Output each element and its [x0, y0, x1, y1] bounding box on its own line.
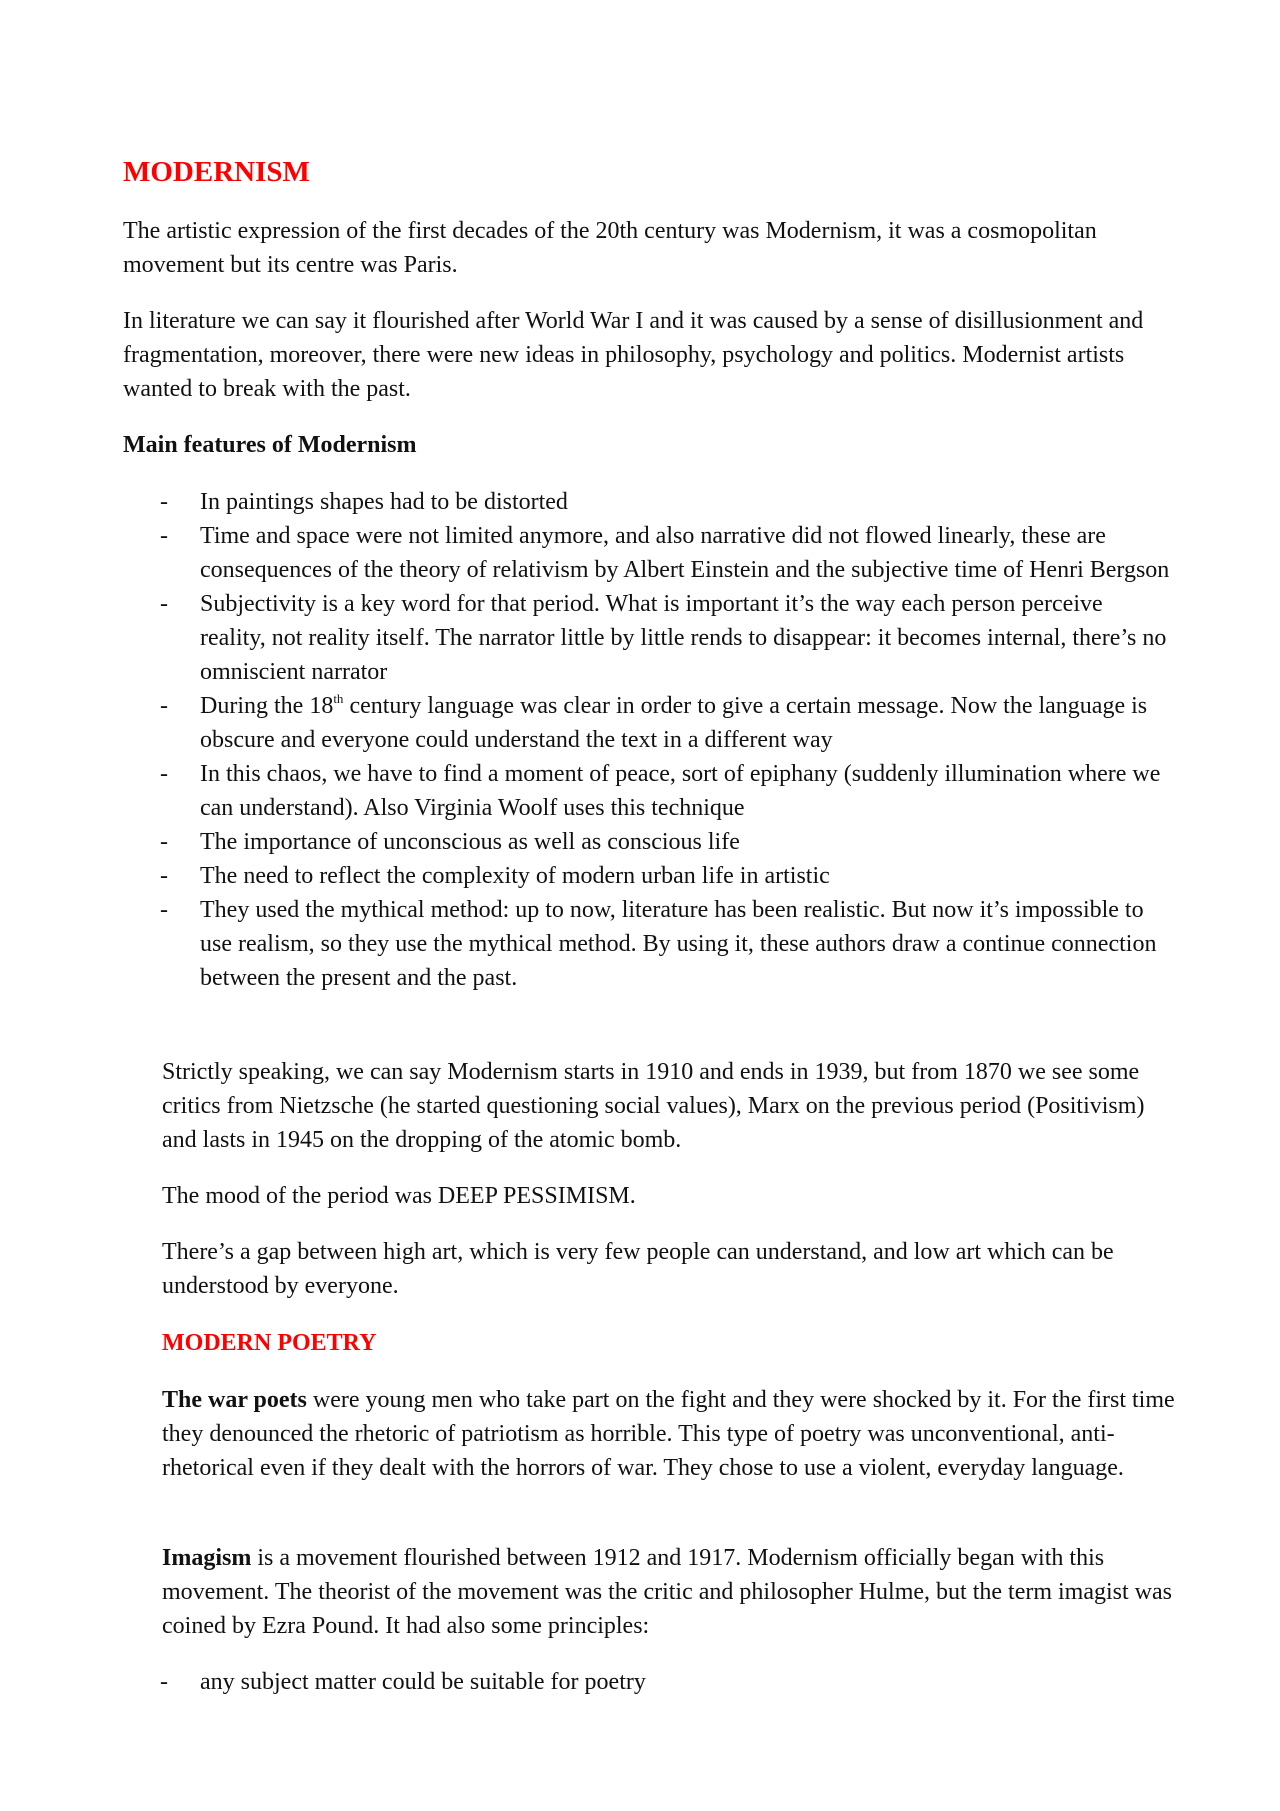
bullet-dash: -: [160, 591, 168, 617]
list-item: [160, 893, 1172, 995]
art-gap-paragraph: There’s a gap between high art, which is very few people can understand, and low art which can be understood by everyone.: [162, 1239, 1114, 1299]
war-poets-term: The war poets: [162, 1387, 307, 1413]
list-item: [160, 859, 1172, 893]
list-item-text: In paintings shapes had to be distorted: [200, 489, 568, 515]
page-title: MODERNISM: [123, 156, 310, 188]
intro-paragraph-2: In literature we can say it flourished after World War I and it was caused by a sense of disillusionment and fragmentation, moreover, there were new ideas in philosophy, psychology and politics. Modernist artists wanted to break with the past.: [123, 308, 1144, 402]
list-item: [160, 757, 1172, 825]
bullet-dash: -: [160, 523, 168, 549]
list-item-text: They used the mythical method: up to now, literature has been realistic. But now it’s impossible to use realism, so they use the mythical method. By using it, these authors draw a continue connection between the present and the past.: [200, 897, 1157, 991]
imagism-paragraph: [162, 1541, 1182, 1643]
bullet-dash: -: [160, 693, 168, 719]
bullet-dash: -: [160, 863, 168, 889]
list-item-text-start: During the 18: [200, 693, 334, 719]
period-paragraph: Strictly speaking, we can say Modernism starts in 1910 and ends in 1939, but from 1870 we see some critics from Nietzsche (he started questioning social values), Marx on the previous period (Positivism) and lasts in 1945 on the dropping of the atomic bomb.: [162, 1059, 1145, 1153]
features-heading: Main features of Modernism: [123, 432, 417, 458]
list-item-text: Subjectivity is a key word for that period. What is important it’s the way each person perceive reality, not reality itself. The narrator little by little rends to disappear: it becomes internal, there’s no omniscient narrator: [200, 591, 1167, 685]
bullet-dash: -: [160, 489, 168, 515]
imagism-text: is a movement flourished between 1912 and 1917. Modernism officially began with this movement. The theorist of the movement was the critic and philosopher Hulme, but the term imagist was coined by Ezra Pound. It had also some principles:: [162, 1545, 1172, 1639]
list-item-text: The importance of unconscious as well as conscious life: [200, 829, 740, 855]
war-poets-paragraph: [162, 1383, 1182, 1485]
list-item: [160, 1665, 1172, 1699]
list-item-text: In this chaos, we have to find a moment of peace, sort of epiphany (suddenly illumination where we can understand). Also Virginia Woolf uses this technique: [200, 761, 1161, 821]
superscript: th: [333, 691, 344, 706]
war-poets-text: were young men who take part on the fight and they were shocked by it. For the first time they denounced the rhetoric of patriotism as horrible. This type of poetry was unconventional, anti-rhetorical even if they dealt with the horrors of war. They chose to use a violent, everyday language.: [162, 1387, 1175, 1481]
principles-list: [160, 1665, 1172, 1699]
list-item: [160, 485, 1172, 519]
list-item-text: any subject matter could be suitable for poetry: [200, 1669, 646, 1695]
bullet-dash: -: [160, 829, 168, 855]
list-item: [160, 587, 1172, 689]
list-item: [160, 825, 1172, 859]
list-item-text: [200, 693, 1147, 753]
list-item-text: The need to reflect the complexity of modern urban life in artistic: [200, 863, 830, 889]
poetry-heading: MODERN POETRY: [162, 1330, 377, 1356]
list-item: [160, 519, 1172, 587]
mood-paragraph: The mood of the period was DEEP PESSIMISM.: [162, 1183, 636, 1209]
features-list: [160, 485, 1172, 995]
bullet-dash: -: [160, 897, 168, 923]
imagism-term: Imagism: [162, 1545, 252, 1571]
bullet-dash: -: [160, 761, 168, 787]
intro-paragraph-1: The artistic expression of the first decades of the 20th century was Modernism, it was a cosmopolitan movement but its centre was Paris.: [123, 218, 1097, 278]
list-item-text: Time and space were not limited anymore, and also narrative did not flowed linearly, these are consequences of the theory of relativism by Albert Einstein and the subjective time of Henri Bergson: [200, 523, 1170, 583]
list-item: [160, 689, 1172, 757]
list-item-text-end: century language was clear in order to give a certain message. Now the language is obscure and everyone could understand the text in a different way: [200, 693, 1148, 753]
bullet-dash: -: [160, 1669, 168, 1695]
